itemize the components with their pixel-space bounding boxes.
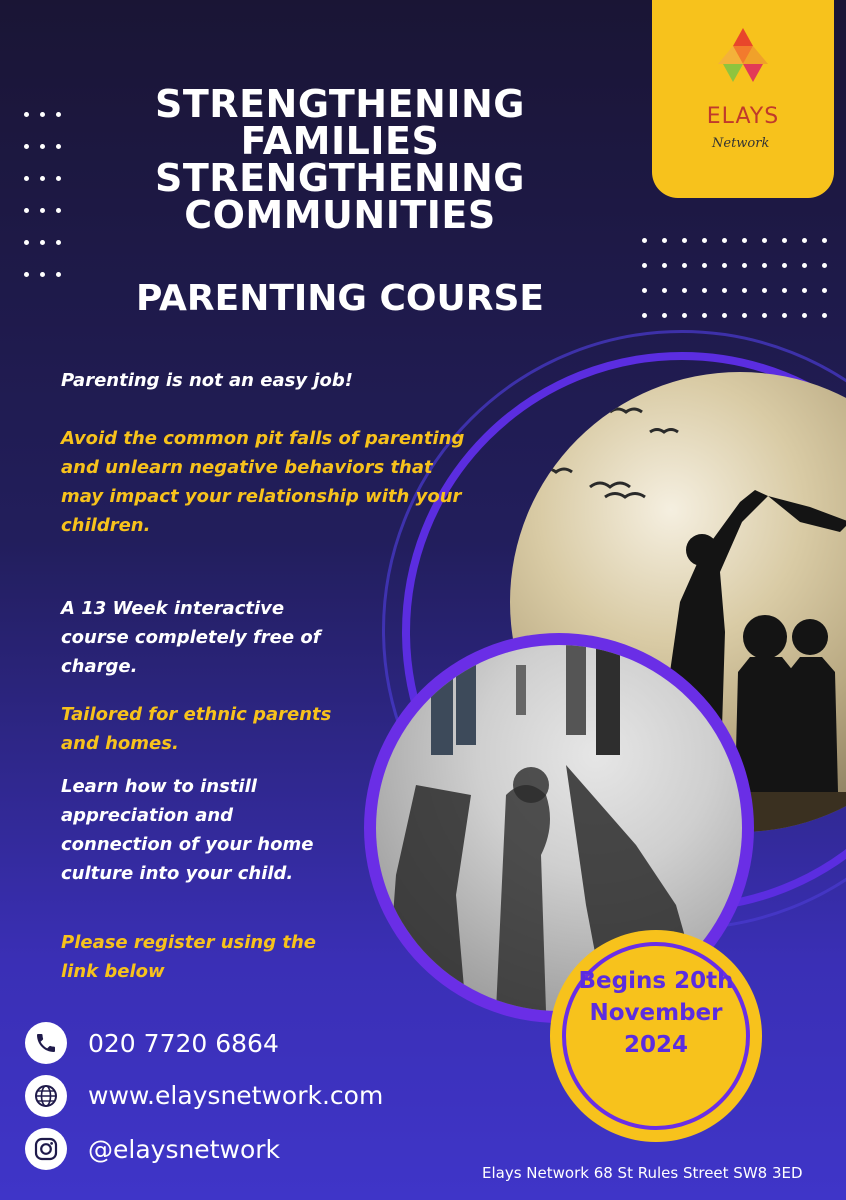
date-badge-line-3: 2024 xyxy=(623,1032,688,1058)
phone-icon xyxy=(25,1022,67,1064)
dots-top-left xyxy=(24,112,72,304)
learn-line-3: connection of your home xyxy=(61,834,314,855)
headline-line-4: COMMUNITIES xyxy=(184,193,496,237)
date-badge-line-1: Begins 20th xyxy=(578,968,734,994)
avoid-line-4: children. xyxy=(61,515,151,536)
learn-line-1: Learn how to instill xyxy=(61,776,257,797)
headline-line-2: FAMILIES xyxy=(240,119,440,163)
course-line-2: course completely free of xyxy=(61,627,321,648)
address: Elays Network 68 St Rules Street SW8 3ED xyxy=(482,1164,803,1182)
website-link[interactable]: www.elaysnetwork.com xyxy=(88,1081,384,1110)
avoid-line-3: may impact your relationship with your xyxy=(61,486,462,507)
instagram-handle[interactable]: @elaysnetwork xyxy=(88,1135,280,1164)
register-line-2: link below xyxy=(61,961,165,982)
tailored-paragraph xyxy=(61,700,331,758)
headline-line-1: STRENGTHENING xyxy=(155,82,525,126)
globe-icon xyxy=(25,1075,67,1117)
avoid-line-2: and unlearn negative behaviors that xyxy=(61,457,433,478)
course-line-3: charge. xyxy=(61,656,138,677)
logo-name: ELAYS xyxy=(706,104,780,129)
tailored-line-1: Tailored for ethnic parents xyxy=(61,704,332,725)
intro-text: Parenting is not an easy job! xyxy=(61,370,353,391)
avoid-line-1: Avoid the common pit falls of parenting xyxy=(61,428,465,449)
tailored-line-2: and homes. xyxy=(61,733,179,754)
learn-line-2: appreciation and xyxy=(61,805,234,826)
course-paragraph xyxy=(61,594,321,681)
course-title: PARENTING COURSE xyxy=(135,278,545,319)
dots-right xyxy=(642,238,842,338)
date-badge-text xyxy=(562,965,750,1061)
register-line-1: Please register using the xyxy=(61,932,317,953)
logo-subtitle: Network xyxy=(712,136,770,151)
register-paragraph xyxy=(61,928,316,986)
date-badge-line-2: November xyxy=(589,1000,723,1026)
learn-line-4: culture into your child. xyxy=(61,863,294,884)
logo-box xyxy=(652,0,834,198)
course-line-1: A 13 Week interactive xyxy=(61,598,285,619)
learn-paragraph xyxy=(61,772,313,888)
headline xyxy=(120,82,560,237)
headline-line-3: STRENGTHENING xyxy=(155,156,525,200)
phone-number[interactable]: 020 7720 6864 xyxy=(88,1029,279,1058)
logo-mark-icon xyxy=(713,26,773,96)
avoid-paragraph xyxy=(61,424,464,540)
instagram-icon xyxy=(25,1128,67,1170)
